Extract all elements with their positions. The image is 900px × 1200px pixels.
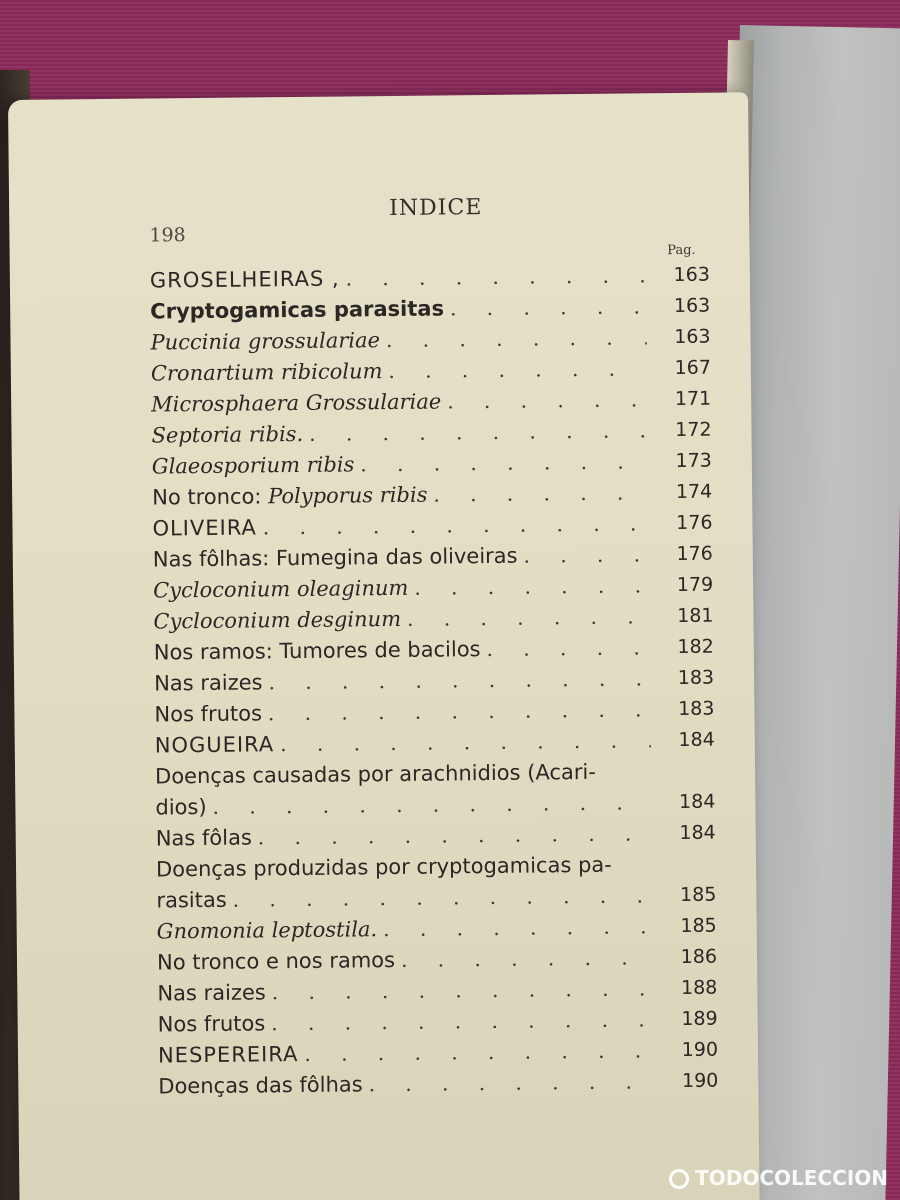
leader-dots bbox=[450, 291, 647, 324]
index-entry bbox=[158, 1066, 718, 1103]
leader-dots bbox=[258, 818, 652, 853]
page-number: 198 bbox=[149, 224, 186, 247]
index-entry-page: 163 bbox=[673, 294, 711, 318]
index-entry-label: Cryptogamicas parasitas bbox=[150, 296, 445, 324]
index-entry-label: Puccinia grossulariae bbox=[150, 328, 381, 355]
index-entry-page: 176 bbox=[676, 511, 713, 535]
pag-column-label: Pag. bbox=[667, 242, 696, 259]
index-entry bbox=[156, 818, 716, 855]
index-entry-label: Cycloconium desginum bbox=[153, 606, 402, 634]
index-entry-page: 184 bbox=[678, 728, 715, 752]
index-entry-page: 163 bbox=[673, 263, 710, 287]
page-heading: INDICE bbox=[389, 195, 483, 222]
index-entry-page: 185 bbox=[680, 914, 717, 938]
index-entry-page: 173 bbox=[675, 449, 712, 473]
leader-dots bbox=[486, 632, 650, 665]
index-entry-label: Glaeosporium ribis bbox=[151, 452, 355, 479]
leader-dots bbox=[383, 911, 653, 945]
leader-dots bbox=[360, 446, 648, 480]
index-entry-page: 182 bbox=[677, 635, 714, 659]
running-head bbox=[149, 193, 709, 247]
leader-dots bbox=[401, 942, 653, 976]
index-entry-page: 189 bbox=[681, 1007, 718, 1030]
watermark-text: TODOCOLECCION bbox=[695, 1166, 888, 1190]
index-entry-label: Cronartium ribicolum bbox=[150, 359, 383, 386]
index-entry-list bbox=[150, 260, 719, 1103]
index-content bbox=[149, 193, 718, 1103]
leader-dots bbox=[368, 1066, 654, 1100]
leader-dots bbox=[212, 787, 651, 823]
leader-dots bbox=[271, 1004, 654, 1039]
leader-dots bbox=[263, 508, 649, 543]
leader-dots bbox=[304, 1035, 654, 1070]
watermark bbox=[669, 1166, 888, 1190]
index-entry-label: OLIVEIRA bbox=[152, 515, 257, 541]
leader-dots bbox=[345, 260, 646, 294]
index-entry-label: Cycloconium oleaginum bbox=[153, 575, 409, 603]
index-entry-page: 184 bbox=[679, 821, 716, 845]
index-entry-first-line: Doenças produzidas por cryptogamicas pa- bbox=[155, 852, 612, 882]
index-entry-label: GROSELHEIRAS , bbox=[149, 266, 340, 293]
index-entry-page: 183 bbox=[678, 697, 715, 721]
index-entry-label: Nos ramos: Tumores de bacilos bbox=[153, 637, 481, 665]
index-entry bbox=[155, 725, 715, 762]
leader-dots bbox=[309, 415, 648, 450]
leader-dots bbox=[280, 725, 651, 760]
index-entry-label: Nas raizes bbox=[153, 670, 263, 696]
book-page bbox=[8, 92, 760, 1200]
leader-dots bbox=[386, 322, 647, 356]
leader-dots bbox=[523, 539, 649, 571]
index-entry-page: 172 bbox=[675, 418, 712, 442]
index-entry-label-prefix: No tronco: bbox=[152, 484, 269, 510]
index-entry-first-line: Doenças causadas por arachnidios (Acari- bbox=[154, 759, 596, 789]
index-entry-label: Nas fôlhas: Fumegina das oliveiras bbox=[152, 543, 518, 572]
leader-dots bbox=[268, 694, 651, 729]
index-entry-page: 179 bbox=[676, 573, 714, 597]
leader-dots bbox=[388, 353, 647, 387]
index-entry-page: 185 bbox=[679, 883, 717, 907]
index-entry-page: 167 bbox=[674, 356, 711, 380]
index-entry-page: 174 bbox=[675, 480, 713, 504]
index-entry-label: Nos frutos bbox=[157, 1011, 266, 1037]
leader-dots bbox=[433, 477, 648, 510]
index-entry-label: dios) bbox=[155, 794, 207, 820]
index-entry-page: 171 bbox=[674, 387, 712, 411]
index-entry-label: No tronco e nos ramos bbox=[156, 947, 396, 975]
index-entry-label bbox=[152, 480, 428, 514]
leader-dots bbox=[268, 663, 650, 698]
index-entry-page: 181 bbox=[677, 604, 714, 628]
leader-dots bbox=[447, 384, 647, 417]
index-entry-page: 184 bbox=[679, 790, 716, 814]
index-entry-page: 188 bbox=[680, 976, 718, 999]
index-entry-page: 176 bbox=[676, 542, 713, 566]
index-entry-page: 163 bbox=[674, 325, 711, 349]
index-entry-page: 183 bbox=[677, 666, 715, 690]
index-entry-label: Nos frutos bbox=[154, 701, 263, 727]
index-entry-page: 190 bbox=[681, 1069, 719, 1092]
index-entry-label: Gnomonia leptostila. bbox=[156, 917, 378, 944]
index-entry-label: Doenças das fôlhas bbox=[158, 1072, 363, 1099]
index-entry-label: Nas raizes bbox=[157, 980, 266, 1006]
index-entry-label-italic: Polyporus ribis bbox=[267, 482, 428, 509]
index-entry-label: rasitas bbox=[156, 887, 227, 913]
index-entry-label: NOGUEIRA bbox=[154, 732, 275, 758]
leader-dots bbox=[414, 570, 649, 603]
leader-dots bbox=[272, 973, 654, 1008]
index-entry-label: Nas fôlas bbox=[155, 825, 252, 851]
index-entry-page: 190 bbox=[681, 1038, 719, 1061]
index-entry-label: Microsphaera Grossulariae bbox=[151, 389, 442, 417]
index-entry-label: Septoria ribis. bbox=[151, 421, 304, 448]
leader-dots bbox=[233, 880, 653, 915]
leader-dots bbox=[407, 601, 650, 635]
index-entry-page: 186 bbox=[680, 945, 718, 969]
circle-logo-icon bbox=[669, 1169, 689, 1189]
index-entry-label: NESPEREIRA bbox=[157, 1042, 299, 1068]
